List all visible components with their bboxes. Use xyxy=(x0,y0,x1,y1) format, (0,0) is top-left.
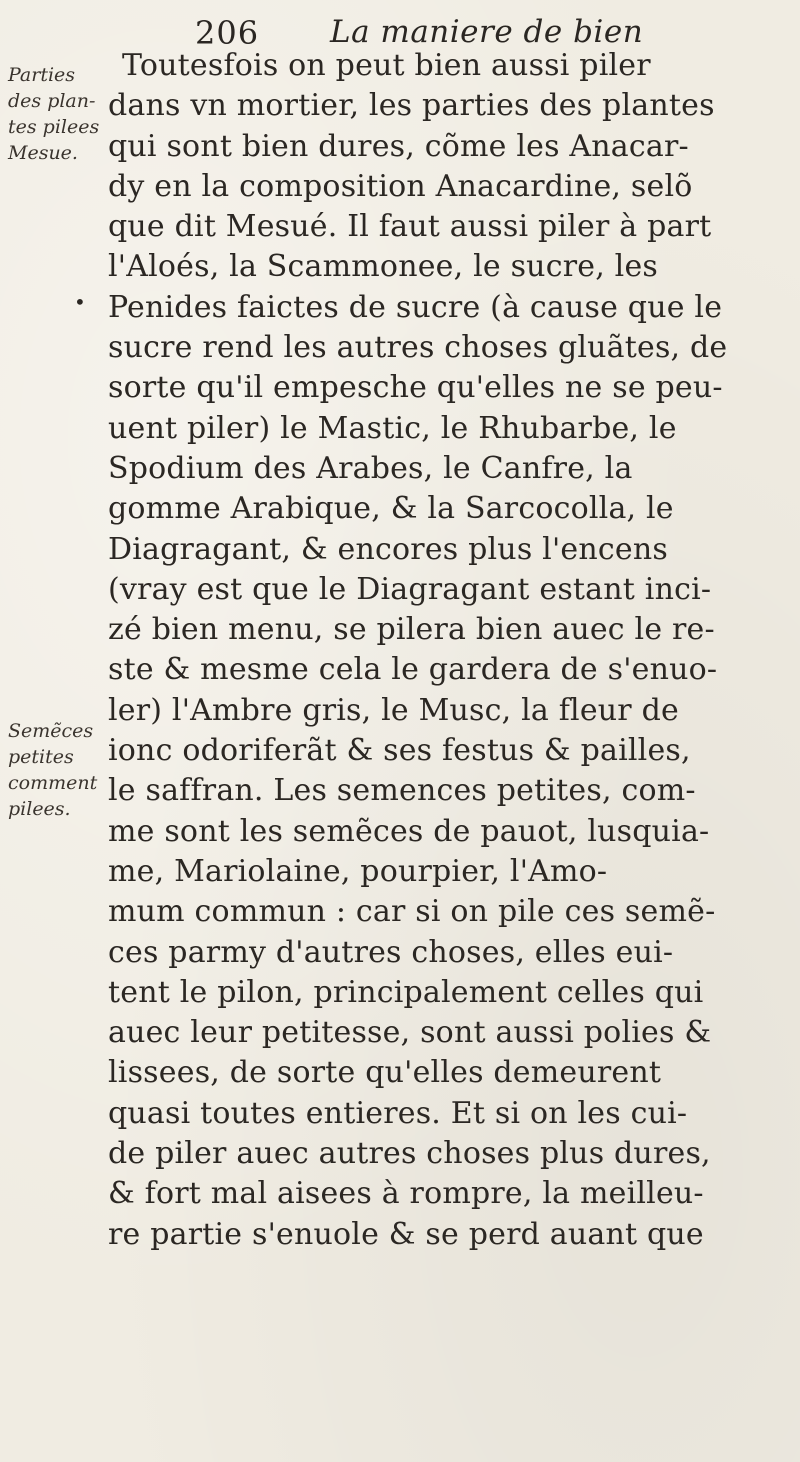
margin-note-line: Mesue. xyxy=(8,142,78,164)
page-number: 206 xyxy=(195,14,260,52)
text-line: ionc odoriferãt & ses festus & pailles, xyxy=(108,733,691,769)
text-line: Spodium des Arabes, le Canfre, la xyxy=(108,450,633,486)
text-line: me, Mariolaine, pourpier, l'Amo- xyxy=(108,853,608,889)
margin-note-line: Semẽces xyxy=(8,720,94,742)
body-text xyxy=(108,46,798,1255)
text-line: sucre rend les autres choses gluãtes, de xyxy=(108,330,728,366)
margin-note-line: pilees. xyxy=(8,798,71,820)
text-line: dy en la composition Anacardine, selõ xyxy=(108,168,693,204)
text-line: ces parmy d'autres choses, elles eui- xyxy=(108,934,674,970)
text-line: uent piler) le Mastic, le Rhubarbe, le xyxy=(108,410,677,446)
text-line: lissees, de sorte qu'elles demeurent xyxy=(108,1055,662,1091)
text-line: me sont les semẽces de pauot, lusquia- xyxy=(108,813,710,849)
margin-note-line: des plan- xyxy=(8,90,96,112)
text-line: de piler auec autres choses plus dures, xyxy=(108,1136,711,1172)
text-line: (vray est que le Diagragant estant inci- xyxy=(108,571,712,607)
text-line: Diagragant, & encores plus l'encens xyxy=(108,531,668,567)
margin-note-parties xyxy=(8,62,99,166)
text-line: sorte qu'il empesche qu'elles ne se peu- xyxy=(108,370,723,406)
margin-note-line: Parties xyxy=(8,64,76,86)
margin-note-semences xyxy=(8,718,97,822)
margin-notes xyxy=(0,0,100,1462)
running-title: La maniere de bien xyxy=(330,14,644,50)
text-line: tent le pilon, principalement celles qui xyxy=(108,974,704,1010)
text-line: Toutesfois on peut bien aussi piler xyxy=(122,48,651,83)
text-line: que dit Mesué. Il faut aussi piler à part xyxy=(108,209,712,245)
margin-note-line: comment xyxy=(8,772,98,794)
text-line: zé bien menu, se pilera bien auec le re- xyxy=(108,612,715,648)
text-line: ste & mesme cela le gardera de s'enuo- xyxy=(108,652,718,688)
text-line: auec leur petitesse, sont aussi polies & xyxy=(108,1015,712,1051)
text-line: dans vn mortier, les parties des plantes xyxy=(108,88,715,124)
text-line: & fort mal aisees à rompre, la meilleu- xyxy=(108,1176,704,1212)
text-line: ler) l'Ambre gris, le Musc, la fleur de xyxy=(108,692,679,728)
text-line: l'Aloés, la Scammonee, le sucre, les xyxy=(108,249,659,285)
text-line: mum commun : car si on pile ces semẽ- xyxy=(108,894,716,930)
text-line: le saffran. Les semences petites, com- xyxy=(108,773,696,809)
margin-note-line: tes pilees xyxy=(8,116,100,138)
margin-note-line: petites xyxy=(8,746,74,768)
text-line: re partie s'enuole & se perd auant que xyxy=(108,1216,704,1252)
text-line: qui sont bien dures, cõme les Anacar- xyxy=(108,128,689,164)
text-line: quasi toutes entieres. Et si on les cui- xyxy=(108,1095,688,1131)
text-line: gomme Arabique, & la Sarcocolla, le xyxy=(108,491,674,527)
text-line: Penides faictes de sucre (à cause que le xyxy=(108,289,723,325)
bullet-mark: • xyxy=(74,290,86,314)
